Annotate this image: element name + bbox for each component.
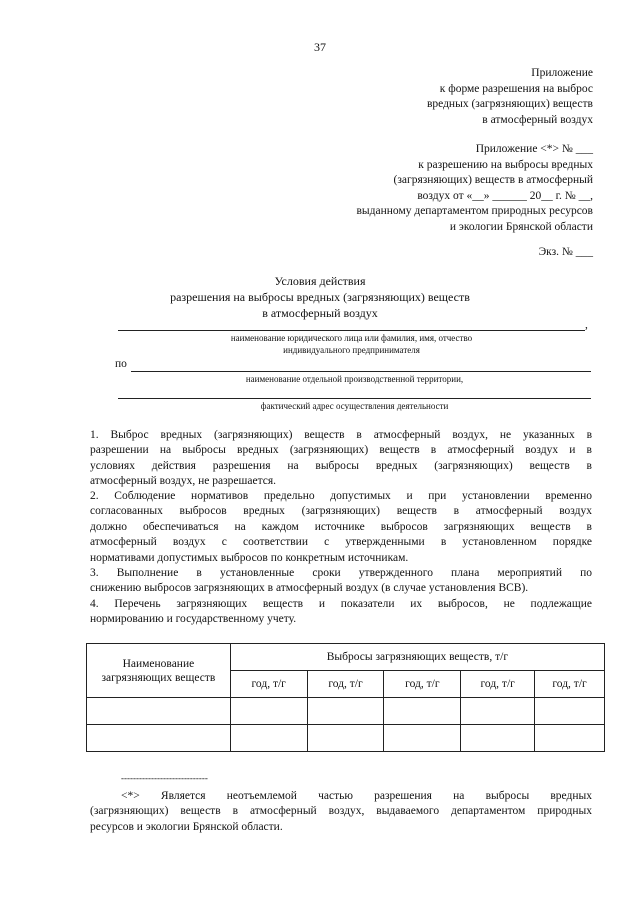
appendix-header-line: вредных (загрязняющих) веществ — [426, 98, 593, 111]
footnote-line: <*> Является неотъемлемой частью разрешения на выбросы вредных — [121, 790, 592, 802]
appendix-header-line: Приложение — [531, 67, 593, 79]
substance-name-header: Наименование загрязняющих веществ — [87, 644, 231, 698]
table-cell[interactable] — [307, 725, 384, 752]
territory-line[interactable] — [131, 371, 591, 372]
emissions-table — [86, 643, 605, 752]
copy-number — [539, 245, 593, 261]
appendix-ref-line: Приложение <*> № ___ — [475, 143, 593, 155]
entity-name-caption-2: индивидуального предпринимателя — [283, 345, 420, 355]
footnote-line: (загрязняющих) веществ в атмосферный воздух, выдаваемого департаментом природных — [90, 805, 592, 818]
table-cell[interactable] — [461, 698, 535, 725]
table-cell[interactable] — [230, 725, 307, 752]
table-row — [87, 698, 605, 725]
table-row — [87, 725, 605, 752]
condition-1 — [90, 428, 592, 490]
appendix-ref-line: выданному департаментом природных ресурсов — [356, 205, 593, 218]
condition-line: 3. Выполнение в установленные сроки утвержденного плана мероприятий по — [90, 567, 592, 579]
condition-line: должно обеспечиваться на каждом источнике выбросов загрязняющих веществ в — [90, 520, 592, 533]
footnote-line: ресурсов и экологии Брянской области. — [90, 820, 283, 833]
year-header: год, т/г — [230, 671, 307, 698]
condition-line: согласованных выбросов вредных (загрязняющих) веществ в атмосферный воздух — [90, 505, 592, 518]
appendix-ref-line: к разрешению на выбросы вредных — [418, 158, 593, 171]
territory-caption: наименование отдельной производственной территории, — [245, 374, 464, 384]
year-header: год, т/г — [535, 671, 605, 698]
condition-3 — [90, 566, 592, 597]
entity-name-end-mark: , — [585, 319, 588, 331]
appendix-reference — [357, 142, 594, 236]
table-cell[interactable] — [384, 725, 461, 752]
footnote — [90, 789, 592, 835]
condition-2 — [90, 489, 592, 566]
table-cell[interactable] — [87, 698, 231, 725]
condition-line: снижению выбросов загрязняющих в атмосферный воздух (в случае установления ВСВ). — [90, 582, 529, 595]
address-line[interactable] — [118, 398, 591, 399]
condition-line: разрешении на выбросы вредных (загрязняющих) веществ в атмосферный воздух и в — [90, 444, 592, 457]
condition-line: 4. Перечень загрязняющих веществ и показатели их выбросов, не подлежащие — [90, 598, 592, 610]
condition-line: нормированию и государственному учету. — [90, 613, 297, 626]
entity-name-caption: наименование юридического лица или фамилия, имя, отчество — [230, 333, 473, 343]
table-cell[interactable] — [230, 698, 307, 725]
condition-line: условиях действия разрешения на выбросы вредных (загрязняющих) веществ в — [90, 459, 592, 472]
table-cell[interactable] — [535, 698, 605, 725]
table-cell[interactable] — [384, 698, 461, 725]
footnote-separator: ----------------------------- — [121, 773, 208, 783]
condition-line: атмосферный воздух с соответствии с утвержденными в установленном порядке — [90, 536, 592, 549]
entity-name-line[interactable] — [118, 330, 585, 331]
table-header-row — [87, 644, 605, 671]
table-cell[interactable] — [87, 725, 231, 752]
copy-number-text: Экз. № ___ — [538, 246, 593, 258]
appendix-ref-line: воздух от «__» ______ 20__ г. № __, — [417, 189, 593, 202]
appendix-header-line: к форме разрешения на выброс — [439, 82, 593, 95]
year-header: год, т/г — [384, 671, 461, 698]
condition-line: 1. Выброс вредных (загрязняющих) веществ в атмосферный воздух, не указанных в — [90, 429, 592, 441]
title-line: в атмосферный воздух — [262, 306, 378, 320]
year-header: год, т/г — [307, 671, 384, 698]
condition-line: нормативами допустимых выбросов по конкретным источникам. — [90, 551, 409, 564]
table-cell[interactable] — [461, 725, 535, 752]
document-title — [0, 273, 640, 321]
title-line: Условия действия — [274, 274, 366, 288]
table-cell[interactable] — [307, 698, 384, 725]
condition-line: атмосферный воздух, не разрешается. — [90, 475, 277, 488]
appendix-ref-line: (загрязняющих) веществ в атмосферный — [393, 174, 593, 187]
year-header: год, т/г — [461, 671, 535, 698]
page-number: 37 — [314, 40, 326, 54]
emissions-header: Выбросы загрязняющих веществ, т/г — [230, 644, 604, 671]
table-cell[interactable] — [535, 725, 605, 752]
address-caption: фактический адрес осуществления деятельности — [260, 401, 449, 411]
po-label: по — [115, 358, 127, 370]
condition-line: 2. Соблюдение нормативов предельно допустимых и при установлении временно — [90, 490, 592, 502]
title-line: разрешения на выбросы вредных (загрязняющих) веществ — [170, 290, 470, 304]
appendix-header — [427, 66, 593, 128]
condition-4 — [90, 597, 592, 628]
appendix-ref-line: и экологии Брянской области — [449, 220, 593, 233]
appendix-header-line: в атмосферный воздух — [482, 113, 593, 126]
